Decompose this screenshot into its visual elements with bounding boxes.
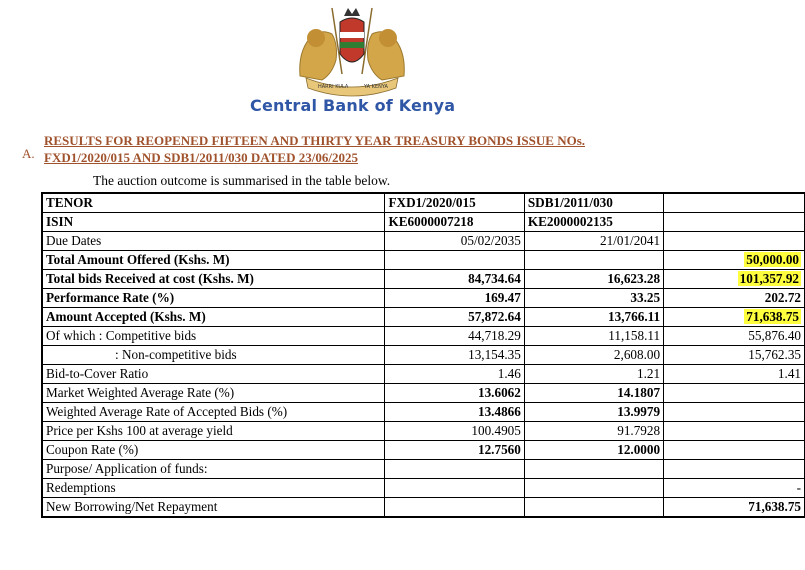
results-table — [42, 193, 805, 517]
row-label: Total bids Received at cost (Kshs. M) — [43, 270, 385, 289]
cell-c1: 44,718.29 — [385, 327, 524, 346]
cell-c3: 55,876.40 — [664, 327, 805, 346]
cell-c3 — [664, 213, 805, 232]
cell-c1 — [385, 498, 524, 517]
cell-c3: 202.72 — [664, 289, 805, 308]
cell-c1: 13,154.35 — [385, 346, 524, 365]
cell-c3: 1.41 — [664, 365, 805, 384]
cell-c3: 15,762.35 — [664, 346, 805, 365]
row-label: Total Amount Offered (Kshs. M) — [43, 251, 385, 270]
row-label: Weighted Average Rate of Accepted Bids (%) — [43, 403, 385, 422]
table-row — [43, 384, 805, 403]
cell-c3 — [664, 308, 805, 327]
cell-c2 — [524, 460, 663, 479]
row-label: Purpose/ Application of funds: — [43, 460, 385, 479]
row-label: Amount Accepted (Kshs. M) — [43, 308, 385, 327]
cell-c3 — [664, 441, 805, 460]
cell-c1: 12.7560 — [385, 441, 524, 460]
svg-text:YA KENYA: YA KENYA — [364, 84, 388, 90]
row-label: Performance Rate (%) — [43, 289, 385, 308]
table-row — [43, 365, 805, 384]
cell-c1: 13.6062 — [385, 384, 524, 403]
table-row — [43, 194, 805, 213]
table-row — [43, 422, 805, 441]
row-label: : Non-competitive bids — [43, 346, 385, 365]
heading-line-1: RESULTS FOR REOPENED FIFTEEN AND THIRTY YEAR TREASURY BONDS ISSUE NOs. — [44, 133, 585, 148]
row-label: Market Weighted Average Rate (%) — [43, 384, 385, 403]
svg-text:HARRI KULA: HARRI KULA — [318, 84, 349, 90]
cell-c1: 57,872.64 — [385, 308, 524, 327]
table-row — [43, 460, 805, 479]
row-label: Of which : Competitive bids — [43, 327, 385, 346]
cell-c2: KE2000002135 — [524, 213, 663, 232]
cell-c1: 169.47 — [385, 289, 524, 308]
cell-c2: 21/01/2041 — [524, 232, 663, 251]
cell-c2: 1.21 — [524, 365, 663, 384]
row-label: Coupon Rate (%) — [43, 441, 385, 460]
table-row — [43, 213, 805, 232]
section-letter: A. — [22, 146, 35, 161]
highlighted-value: 50,000.00 — [746, 252, 799, 267]
row-label: TENOR — [43, 194, 385, 213]
cell-c2: 12.0000 — [524, 441, 663, 460]
cell-c2: SDB1/2011/030 — [524, 194, 663, 213]
table-row — [43, 479, 805, 498]
row-label: Due Dates — [43, 232, 385, 251]
cell-c2: 16,623.28 — [524, 270, 663, 289]
cell-c3 — [664, 403, 805, 422]
cell-c1 — [385, 251, 524, 270]
cell-c1: 84,734.64 — [385, 270, 524, 289]
table-row — [43, 327, 805, 346]
cell-c2: 91.7928 — [524, 422, 663, 441]
cell-c1: FXD1/2020/015 — [385, 194, 524, 213]
cell-c1: KE6000007218 — [385, 213, 524, 232]
cell-c2: 13.9979 — [524, 403, 663, 422]
highlighted-value: 71,638.75 — [746, 309, 799, 324]
cell-c3 — [664, 251, 805, 270]
cell-c3 — [664, 384, 805, 403]
row-label: ISIN — [43, 213, 385, 232]
cell-c3 — [664, 460, 805, 479]
table-row — [43, 270, 805, 289]
cell-c1: 1.46 — [385, 365, 524, 384]
cell-c2: 14.1807 — [524, 384, 663, 403]
table-row — [43, 498, 805, 517]
cell-c1: 100.4905 — [385, 422, 524, 441]
cell-c2 — [524, 479, 663, 498]
table-row — [43, 403, 805, 422]
cell-c3: - — [664, 479, 805, 498]
cell-c1 — [385, 460, 524, 479]
cell-c3 — [664, 422, 805, 441]
table-row — [43, 308, 805, 327]
cell-c2 — [524, 498, 663, 517]
cell-c1: 13.4866 — [385, 403, 524, 422]
cell-c2: 11,158.11 — [524, 327, 663, 346]
cell-c1: 05/02/2035 — [385, 232, 524, 251]
table-row — [43, 289, 805, 308]
table-row — [43, 441, 805, 460]
intro-text: The auction outcome is summarised in the table below. — [93, 173, 391, 188]
section-heading — [44, 132, 764, 166]
cell-c3 — [664, 232, 805, 251]
row-label: New Borrowing/Net Repayment — [43, 498, 385, 517]
cell-c2: 13,766.11 — [524, 308, 663, 327]
cell-c3 — [664, 194, 805, 213]
cell-c2: 33.25 — [524, 289, 663, 308]
cell-c2 — [524, 251, 663, 270]
row-label: Price per Kshs 100 at average yield — [43, 422, 385, 441]
heading-line-2: FXD1/2020/015 AND SDB1/2011/030 DATED 23/06/2025 — [44, 150, 358, 165]
cell-c3 — [664, 270, 805, 289]
row-label: Redemptions — [43, 479, 385, 498]
table-row — [43, 232, 805, 251]
cell-c3: 71,638.75 — [664, 498, 805, 517]
bank-name: Central Bank of Kenya — [250, 96, 456, 115]
table-row — [43, 251, 805, 270]
coat-of-arms-icon — [292, 4, 412, 100]
cell-c2: 2,608.00 — [524, 346, 663, 365]
highlighted-value: 101,357.92 — [739, 271, 799, 286]
cell-c1 — [385, 479, 524, 498]
table-row — [43, 346, 805, 365]
row-label: Bid-to-Cover Ratio — [43, 365, 385, 384]
